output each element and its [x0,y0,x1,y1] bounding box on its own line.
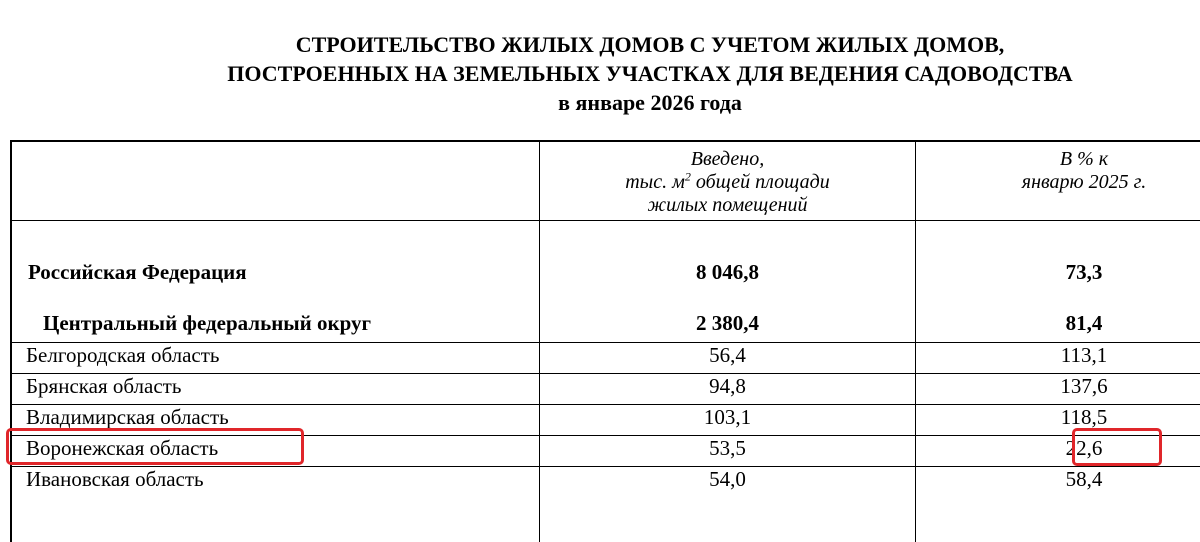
row-name-belgorod: Белгородская область [26,343,220,367]
header-introduced [540,148,915,217]
row-pct-voronezh: 22,6 [1065,436,1103,460]
row-name-ivanovo: Ивановская область [26,467,204,491]
document-title [0,30,1200,117]
row-value-ivanovo: 54,0 [709,467,746,491]
row-value-russia: 8 046,8 [696,260,759,284]
highlight-voronezh-pct [1072,428,1162,466]
row-name-central-fd: Центральный федеральный округ [43,311,372,335]
row-pct-bryansk: 137,6 [1060,374,1108,398]
row-pct-ivanovo: 58,4 [1065,467,1103,491]
row-name-voronezh: Воронежская область [26,436,219,460]
row-name-russia: Российская Федерация [28,260,247,284]
row-value-vladimir: 103,1 [703,405,752,429]
header-percent-line-1: В % к [1059,148,1109,170]
row-pct-russia: 73,3 [1065,260,1103,284]
header-divider [12,220,1200,221]
row-name-vladimir: Владимирская область [26,405,229,429]
header-percent [916,148,1200,194]
housing-construction-table [10,140,1200,542]
row-pct-belgorod: 113,1 [1060,343,1108,367]
row-value-belgorod: 56,4 [709,343,746,367]
row-value-voronezh: 53,5 [709,436,746,460]
title-line-3: в январе 2026 года [558,90,742,115]
row-name-bryansk: Брянская область [26,374,182,398]
header-percent-line-2: январю 2025 г. [1021,171,1147,193]
row-pct-vladimir: 118,5 [1060,405,1108,429]
row-pct-central-fd: 81,4 [1065,311,1103,335]
header-introduced-line-3: жилых помещений [647,194,808,216]
row-value-central-fd: 2 380,4 [696,311,759,335]
title-line-1: СТРОИТЕЛЬСТВО ЖИЛЫХ ДОМОВ С УЧЕТОМ ЖИЛЫХ ДОМОВ, [295,32,1005,57]
highlight-voronezh-name [6,428,304,465]
row-value-bryansk: 94,8 [709,374,746,398]
header-introduced-line-1: Введено, [690,148,765,170]
header-introduced-line-2: тыс. $м^2$ общей площади [625,169,830,193]
title-line-2: ПОСТРОЕННЫХ НА ЗЕМЕЛЬНЫХ УЧАСТКАХ ДЛЯ ВЕДЕНИЯ САДОВОДСТВА [227,61,1073,86]
